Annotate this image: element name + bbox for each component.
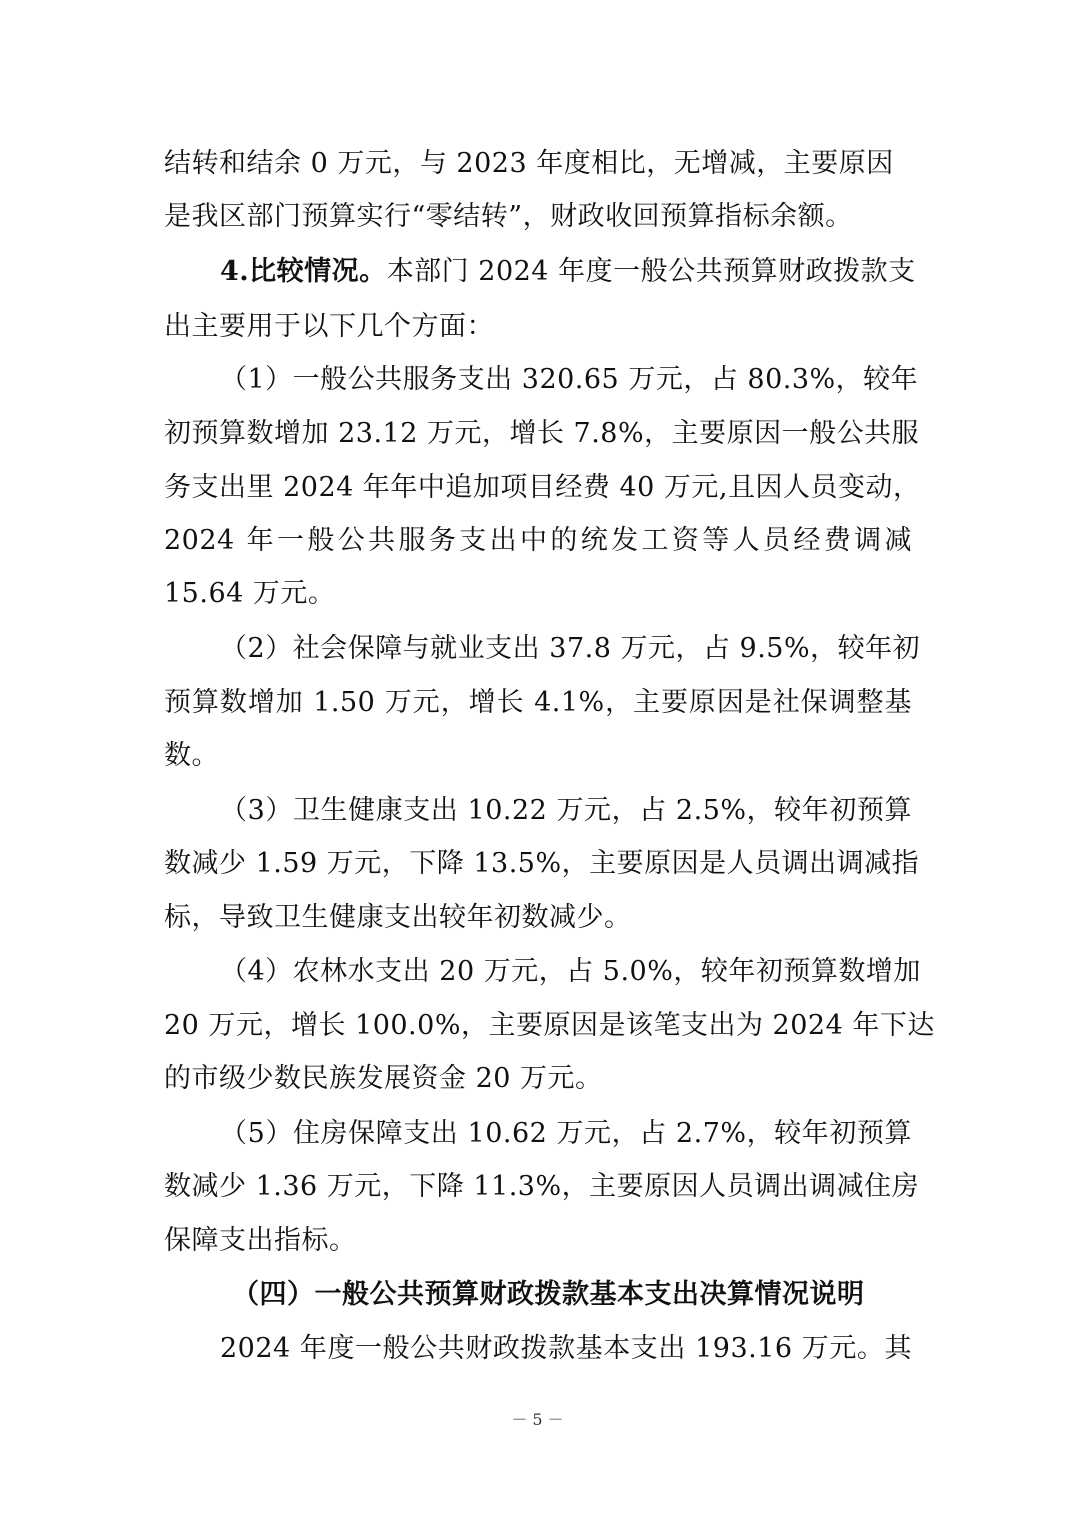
paragraph-text: 本部门 2024 年度一般公共预算财政拨款支 bbox=[386, 256, 916, 287]
item-4-line: （4）农林水支出 20 万元，占 5.0%，较年初预算数增加 bbox=[220, 956, 921, 987]
paragraph-line: 标，导致卫生健康支出较年初数减少。 bbox=[164, 902, 632, 933]
section-heading: （四）一般公共预算财政拨款基本支出决算情况说明 bbox=[232, 1279, 865, 1310]
paragraph-line: 初预算数增加 23.12 万元，增长 7.8%，主要原因一般公共服 bbox=[164, 418, 920, 449]
paragraph-line: 是我区部门预算实行“零结转”，财政收回预算指标余额。 bbox=[164, 201, 853, 232]
paragraph-line: 的市级少数民族发展资金 20 万元。 bbox=[164, 1063, 603, 1094]
paragraph-line: 2024 年度一般公共财政拨款基本支出 193.16 万元。其 bbox=[220, 1333, 912, 1364]
paragraph-line: 15.64 万元。 bbox=[164, 578, 336, 609]
paragraph-line: 保障支出指标。 bbox=[164, 1225, 357, 1256]
item-3-line: （3）卫生健康支出 10.22 万元，占 2.5%，较年初预算 bbox=[220, 795, 912, 826]
paragraph-line: 数。 bbox=[164, 740, 219, 771]
paragraph-line: 20 万元，增长 100.0%，主要原因是该笔支出为 2024 年下达 bbox=[164, 1010, 935, 1041]
paragraph-line: 预算数增加 1.50 万元，增长 4.1%，主要原因是社保调整基 bbox=[164, 687, 912, 718]
paragraph-line: 务支出里 2024 年年中追加项目经费 40 万元,且因人员变动， bbox=[164, 472, 921, 503]
item-5-line: （5）住房保障支出 10.62 万元，占 2.7%，较年初预算 bbox=[220, 1118, 912, 1149]
item-1-line: （1）一般公共服务支出 320.65 万元，占 80.3%，较年 bbox=[220, 364, 919, 395]
comparison-paragraph-first-line bbox=[220, 252, 916, 292]
comparison-label: 4.比较情况。 bbox=[220, 256, 387, 287]
item-2-line: （2）社会保障与就业支出 37.8 万元，占 9.5%，较年初 bbox=[220, 633, 921, 664]
paragraph-line: 数减少 1.59 万元，下降 13.5%，主要原因是人员调出调减指 bbox=[164, 848, 920, 879]
paragraph-line: 出主要用于以下几个方面： bbox=[164, 311, 494, 342]
paragraph-line: 2024 年一般公共服务支出中的统发工资等人员经费调减 bbox=[164, 525, 912, 556]
paragraph-line: 数减少 1.36 万元，下降 11.3%，主要原因人员调出调减住房 bbox=[164, 1171, 920, 1202]
page-number: － 5 － bbox=[511, 1410, 564, 1429]
paragraph-line: 结转和结余 0 万元，与 2023 年度相比，无增减，主要原因 bbox=[164, 148, 894, 179]
